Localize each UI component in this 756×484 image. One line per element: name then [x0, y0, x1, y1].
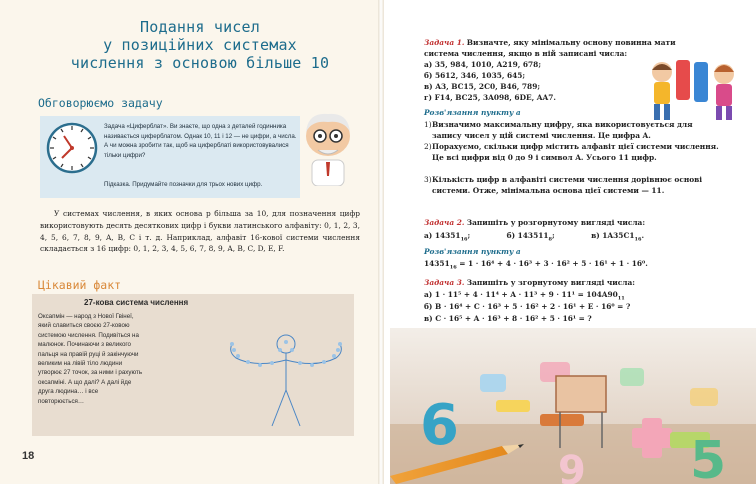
title-line-2: у позиційних системах [103, 36, 297, 54]
fact-text: Оксапмін — народ з Нової Гвінеї, який славиться своєю 27-ковою системою числення. Подивіться на малюнок. Починаючи з великого пальця на правій руці й закінчуючи великим на лівій тіло людини утворює 27 точок, за ними і рахують оксапміні. А що далі? А далі йде друга людина… і все повторюється… [38, 313, 143, 405]
title-line-3: числення з основою більше 10 [70, 54, 330, 72]
fact-heading: Цікавий факт [38, 278, 122, 292]
solution2-label: Розв'язання пункту а [424, 247, 521, 256]
task1-label: Задача 1. [424, 38, 465, 47]
fact-title: 27-кова система числення [84, 298, 189, 307]
intro-paragraph-text: У системах числення, в яких основа p більша за 10, для позначення цифр використовують десять десяткових цифр і букви латинського алфавіту: 0, 1, 2, 3, 4, 5, 6, 7, 8, 9, A, B, C і т. д. Наприклад, алфавіт 16-кової системи числення складається з 16 цифр: 0, 1, 2, 3, 4, 5, 6, 7, 8, 9, A, B, C, D, E, F. [40, 209, 360, 254]
solution2-expression: $14351_{16} = 1 \cdot 16^4 + 4 \cdot 16^3 + 3 \cdot 16^2 + 5 \cdot 16^1 + 1 \cdot 16^0$. [424, 259, 648, 271]
svg-text:6: 6 [420, 393, 459, 458]
task3-item-c: в) C · 16⁵ + A · 16³ + 8 · 16² + 5 · 16¹ = ? [424, 314, 592, 323]
body-counting-illustration [216, 330, 356, 430]
task3-item-b: б) B · 16⁴ + C · 16³ + 5 · 16² + 2 · 16¹ + E · 16⁰ = ? [424, 302, 631, 311]
solution1-step-1: 1) Визначимо максимальну цифру, яка використовується для запису чисел у цій системі числення. Це цифра A. [424, 120, 693, 140]
task1-item-b: б) 5612, 346, 1035, 645; [424, 71, 526, 80]
book-gutter [378, 0, 384, 484]
title-line-1: Подання чисел [140, 18, 260, 36]
task2-items: а) $14351_{16}$; б) $143511_8$; в) $1A35C1_{16}$. [424, 231, 645, 243]
task1-text: Визначте, яку мінімальну основу повинна мати система числення, якщо в ній записані числа: [424, 38, 676, 58]
kids-illustration [642, 52, 742, 124]
clock-task-text: Задача «Циферблат». Ви знаєте, що одна з деталей годинника називається циферблатом. Однак 10, 11 і 12 — не цифри, а числа. А чи можна зробити так, щоб на циферблаті використовувалися тільки цифри? [104, 123, 297, 159]
professor-illustration [298, 106, 358, 186]
task1-item-d: г) F14, BC25, 3A098, 6DE, AA7. [424, 93, 556, 102]
page-number: 18 [22, 450, 35, 462]
page-title [30, 18, 370, 72]
svg-text:5: 5 [690, 431, 727, 484]
discuss-heading: Обговорюємо задачу [38, 96, 163, 110]
solution1-label: Розв'язання пункту а [424, 108, 521, 117]
clock-icon [46, 122, 98, 174]
task2: Задача 2. Запишіть у розгорнутому вигляді числа: [424, 218, 646, 227]
task1-item-a: а) 35, 984, 1010, A219, 678; [424, 60, 542, 69]
classroom-photo [390, 328, 756, 484]
task3-item-a: а) $1 \cdot 11^5 + 4 \cdot 11^4 + A \cdot 11^3 + 9 \cdot 11^1 = 104A90_{11}$ [424, 290, 625, 302]
solution1-step-2: 2) Порахуємо, скільки цифр містить алфавіт цієї системи числення. Це всі цифри від 0 до 9 і символ A. Усього 11 цифр. [424, 142, 719, 162]
clock-task-hint: Підказка. Придумайте позначки для трьох нових цифр. [104, 181, 263, 188]
intro-paragraph [40, 208, 360, 255]
task1-item-c: в) A3, BC15, 2C0, B46, 789; [424, 82, 541, 91]
task3: Задача 3. Запишіть у згорнутому вигляді числа: [424, 278, 635, 287]
svg-text:9: 9 [558, 448, 586, 484]
solution1-step-3: 3) Кількість цифр в алфавіті системи числення дорівнює основі системи. Отже, мінімальна основа цієї системи — 11. [424, 175, 703, 195]
